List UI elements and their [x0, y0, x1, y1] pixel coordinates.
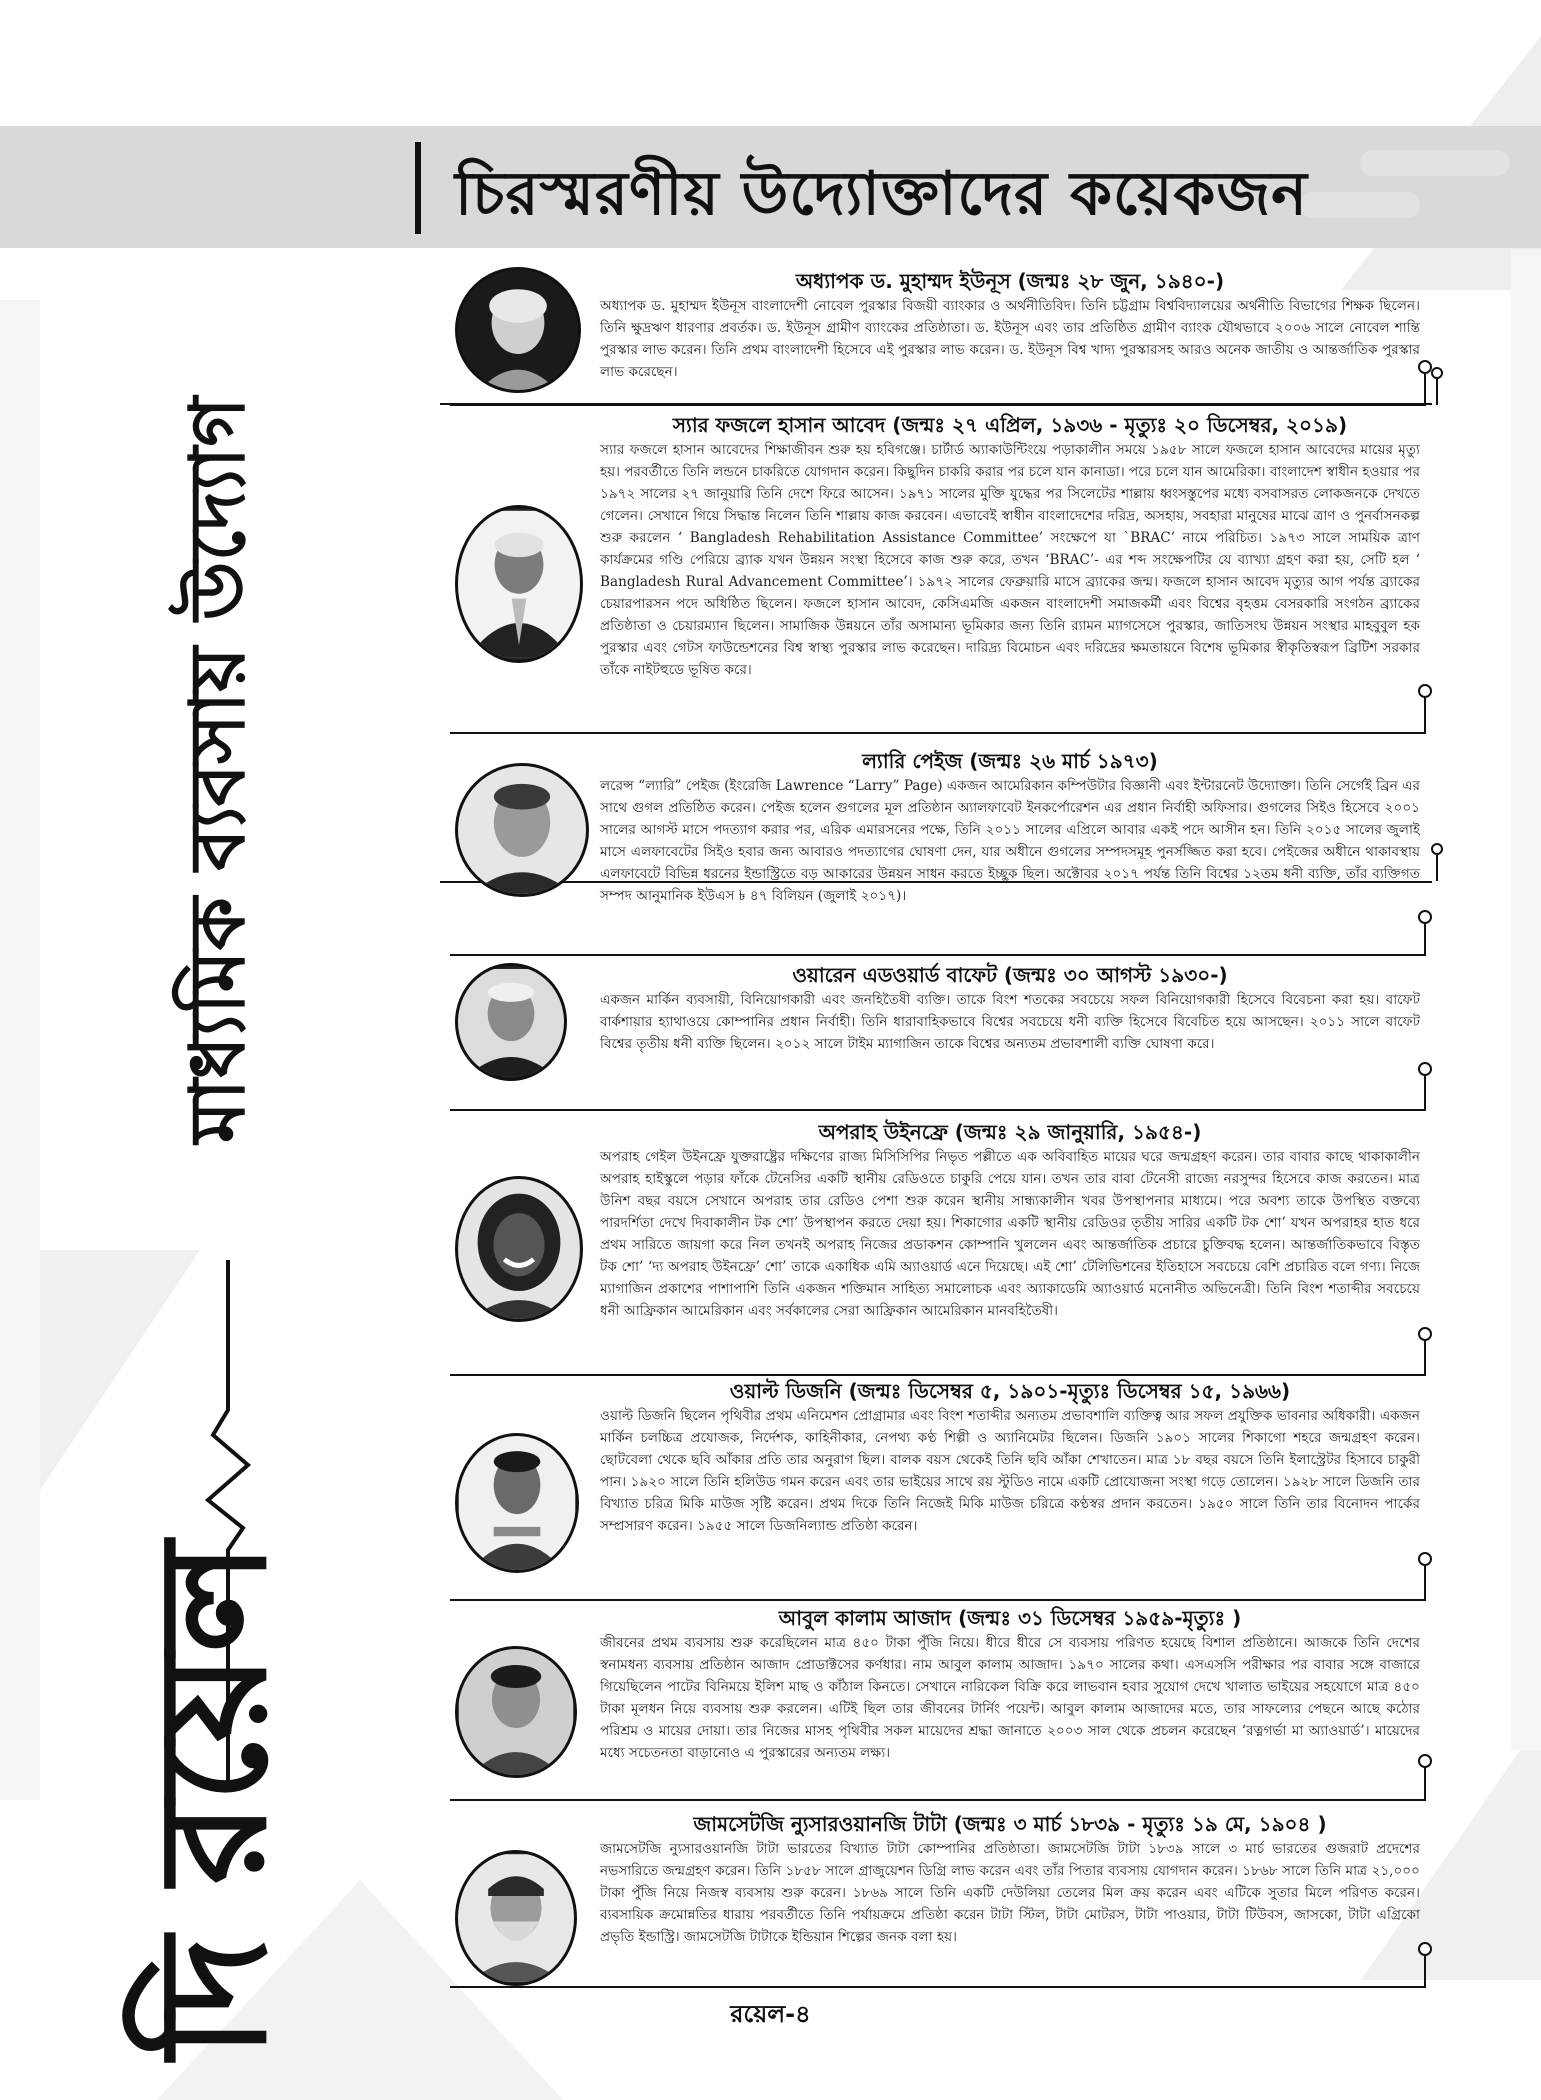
portrait-winfrey-icon: [455, 1176, 583, 1322]
entry-abed: [440, 405, 1450, 730]
portrait-buffett-icon: [455, 963, 567, 1081]
portrait-azad-icon: [455, 1646, 577, 1778]
entry-body: স্যার ফজলে হাসান আবেদের শিক্ষাজীবন শুরু হয় হবিগঞ্জে। চার্টার্ড অ্যাকাউন্টিংয়ে পড়াকালীন সময়ে ১৯৫৮ সালে ফজলে হাসান আবেদের মায়ের মৃত্যু হয়। পরবর্তীতে তিনি লন্ডনে চাকরিতে যোগদান করেন। কিছুদিন চাকরি করার পর চলে যান কানাডা। পরে চলে যান আমেরিকা। বাংলাদেশ স্বাধীন হওয়ার পর ১৯৭২ সালের ২৭ জানুয়ারি তিনি দেশে ফিরে আসেন। ১৯৭১ সালের মুক্তি যুদ্ধের পর সিলেটের শাল্লায় ধ্বংসস্তুপের মধ্যে বসবাসরত লোকজনকে দেখতে গেলেন। সেখানে গিয়ে সিদ্ধান্ত নিলেন তিনি শাল্লায় কাজ করবেন। এভাবেই স্বাধীন বাংলাদেশের দরিদ্র, অসহায়, সবহারা মানুষের মাঝে ত্রাণ ও পুনর্বাসনকল্প শুরু করলেন ‘ Bangladesh Rehabilitation Assistance Committee’ সংক্ষেপে যা `BRAC’ নামে পরিচিত। ১৯৭৩ সালে সাময়িক ত্রাণ কার্যক্রমের গণ্ডি পেরিয়ে ব্র্যাক যখন উন্নয়ন সংস্থা হিসেবে কাজ শুরু করে, তখন ‘BRAC’- এর শব্দ সংক্ষেপটির যে ব্যাখ্যা গ্রহণ করা হয়, সেটি হল ‘ Bangladesh Rural Advancement Committee’। ১৯৭২ সালের ফেব্রুয়ারি মাসে ব্র্যাকের জন্ম। ফজলে হাসান আবেদ মৃত্যুর আগ পর্যন্ত ব্র্যাকের চেয়ারপারসন পদে অধিষ্ঠিত ছিলেন। ফজলে হাসান আবেদ, কেসিএমজি একজন বাংলাদেশী সমাজকর্মী এবং বিশ্বের বৃহত্তম বেসরকারি সংগঠন ব্র্যাকের প্রতিষ্ঠাতা ও চেয়ারম্যান ছিলেন। সামাজিক উন্নয়নে তাঁর অসামান্য ভূমিকার জন্য তিনি র‍্যামন ম্যাগসেসে পুরস্কার, জাতিসংঘ উন্নয়ন সংস্থার মাহবুবুল হক পুরস্কার এবং গেটস ফাউন্ডেশনের বিশ্ব স্বাস্থ্য পুরস্কার লাভ করেছেন। দারিদ্র্য বিমোচন এবং দরিদ্রের ক্ষমতায়নে বিশেষ ভূমিকার স্বীকৃতিস্বরূপ ব্রিটিশ সরকার তাঁকে নাইটহুডে ভূষিত করে।: [600, 442, 1420, 678]
book-subtitle: মাধ্যমিক ব্যবসায় উদ্যোগ: [172, 396, 262, 1144]
entry-heading: ল্যারি পেইজ (জন্মঃ ২৬ মার্চ ১৯৭৩): [862, 749, 1158, 773]
entry-winfrey: [440, 1108, 1450, 1373]
side-banner: [108, 340, 338, 2059]
entry-tata: [440, 1798, 1450, 1998]
entry-body: অপরাহ গেইল উইনফ্রে যুক্তরাষ্ট্রের দক্ষিণের রাজ্য মিসিসিপির নিভৃত পল্লীতে এক অবিবাহিত মায়ের ঘরে জন্মগ্রহণ করেন। তার বাবার কাছে থাকাকালীন অপরাহ হাইস্কুলে পড়ার ফাঁকে টেনেসির একটি স্থানীয় রেডিওতে চাকুরি পেয়ে যান। তখন তার বাবা টেনেসী রাজ্যে নরসুন্দর হিসেবে কাজ করতেন। মাত্র উনিশ বছর বয়সে সেখানে অপরাহ তার রেডিও পেশা শুরু করেন স্থানীয় সান্ধ্যকালীন খবর উপস্থাপনার মাধ্যমে। পরে অবশ্য তাকে উপস্থিত বক্তব্যে পারদর্শিতা দেখে দিবাকালীন টক শো’ উপস্থাপন করতে দেয়া হয়। শিকাগোর একটি স্থানীয় রেডিওর তৃতীয় সারির একটি টক শো’ যখন অপরাহর হাত ধরে প্রথম সারিতে জায়গা করে নিল তখনই অপরাহ নিজের প্রডাকশন কোম্পানি খুললেন এবং আন্তর্জাতিক প্রচারে চুক্তিবদ্ধ হলেন। আন্তর্জাতিকভাবে বিস্তৃত টক শো’ ‘দ্য অপরাহ উইনফ্রে’ শো’ তাকে একাধিক এমি অ্যাওয়ার্ড এনে দিয়েছে। এই শো’ টেলিভিশনের ইতিহাসে সবচেয়ে বেশি প্রচারিত বলে গণ্য। নিজে ম্যাগাজিন প্রকাশের পাশাপাশি তিনি একজন শক্তিমান সাহিত্য সমালোচক এবং অ্যাকাডেমি অ্যাওয়ার্ড মনোনীত অভিনেত্রী। তিনি বিংশ শতাব্দীর সবচেয়ে ধনী আফ্রিকান আমেরিকান এবং সর্বকালের সেরা আফ্রিকান আমেরিকান মানবহিতৈষী।: [600, 1149, 1420, 1319]
entry-body: একজন মার্কিন ব্যবসায়ী, বিনিয়োগকারী এবং জনহিতৈষী ব্যক্তি। তাকে বিংশ শতকের সবচেয়ে সফল বিনিয়োগকারী হিসেবে বিবেচনা করা হয়। বাফেট বার্কশায়ার হ্যাথাওয়ে কোম্পানির প্রধান নির্বাহী। তিনি ধারাবাহিকভাবে বিশ্বের সবচেয়ে ধনী ব্যক্তি হিসেবে বিবেচিত হয়ে আসছেন। ২০১১ সালে বাফেট বিশ্বের তৃতীয় ধনী ব্যক্তি ছিলেন। ২০১২ সালে টাইম ম্যাগাজিন তাকে বিশ্বের অন্যতম প্রভাবশালী ব্যক্তি ঘোষণা করে।: [600, 992, 1420, 1052]
page-number: রয়েল-৪: [730, 2000, 811, 2028]
book-brand: দি রয়েল: [124, 1541, 300, 2059]
portrait-abed-icon: [455, 505, 583, 663]
entry-heading: অপরাহ উইনফ্রে (জন্মঃ ২৯ জানুয়ারি, ১৯৫৪-): [818, 1120, 1202, 1144]
portrait-disney-icon: [455, 1433, 579, 1573]
entry-page: [440, 735, 1450, 953]
entry-heading: ওয়ারেন এডওয়ার্ড বাফেট (জন্মঃ ৩০ আগস্ট ১৯৩০-): [792, 963, 1228, 987]
entry-body: জামসেটজি ন্যুসারওয়ানজি টাটা ভারতের বিখ্যাত টাটা কোম্পানির প্রতিষ্ঠাতা। জামসেটজি টাটা ১৮৩৯ সালে ৩ মার্চ ভারতের গুজরাট প্রদেশের নভসারিতে জন্মগ্রহণ করেন। তিনি ১৮৫৮ সালে গ্রাজুয়েশন ডিগ্রি লাভ করেন এবং তাঁর পিতার ব্যবসায় যোগদান করেন। ১৮৬৮ সালে তিনি মাত্র ২১,০০০ টাকা পুঁজি নিয়ে নিজস্ব ব্যবসায় শুরু করেন। ১৮৬৯ সালে তিনি একটি দেউলিয়া তেলের মিল ক্রয় করেন এবং এটিকে সুতার মিলে পরিণত করেন। ব্যবসায়িক ক্রমোন্নতির ধারায় পরবর্তীতে তিনি পর্যায়ক্রমে প্রতিষ্ঠা করেন টাটা স্টিল, টাটা মোটরস, টাটা পাওয়ার, টাটা টিউবস, জাসকো, টাটা এগ্রিকো প্রভৃতি ইন্ডাস্ট্রি। জামসেটজি টাটাকে ইন্ডিয়ান শিল্পের জনক বলা হয়।: [600, 1841, 1420, 1945]
entry-heading: আবুল কালাম আজাদ (জন্মঃ ৩১ ডিসেম্বর ১৯৫৯-মৃত্যুঃ ): [778, 1606, 1242, 1630]
entry-body: অধ্যাপক ড. মুহাম্মদ ইউনূস বাংলাদেশী নোবেল পুরস্কার বিজয়ী ব্যাংকার ও অর্থনীতিবিদ। তিনি চট্টগ্রাম বিশ্ববিদ্যালয়ের অর্থনীতি বিভাগের শিক্ষক ছিলেন। তিনি ক্ষুদ্রঋণ ধারণার প্রবর্তক। ড. ইউনূস গ্রামীণ ব্যাংকের প্রতিষ্ঠাতা। ড. ইউনূস এবং তার প্রতিষ্ঠিত গ্রামীণ ব্যাংক যৌথভাবে ২০০৬ সালে নোবেল শান্তি পুরস্কার লাভ করেন। তিনি প্রথম বাংলাদেশী হিসেবে এই পুরস্কার লাভ করেন। ড. ইউনূস বিশ্ব খাদ্য পুরস্কারসহ আরও অনেক জাতীয় ও আন্তর্জাতিক পুরস্কার লাভ করেছেন।: [600, 298, 1421, 380]
entry-azad: [440, 1598, 1450, 1798]
entry-body: লরেন্স “ল্যারি” পেইজ (ইংরেজি Lawrence “Larry” Page) একজন আমেরিকান কম্পিউটার বিজ্ঞানী এবং ইন্টারনেট উদ্যোক্তা। তিনি সের্গেই ব্রিন এর সাথে গুগল প্রতিষ্ঠিত করেন। পেইজ হলেন গুগলের মূল প্রতিষ্ঠান অ্যালফাবেট ইনকর্পোরেশন এর প্রধান নির্বাহী অফিসার। গুগলের সিইও হিসেবে ২০০১ সালের আগস্ট মাসে পদত্যাগ করার পর, এরিক এমারসনের পক্ষে, তিনি ২০১১ সালের এপ্রিলে আবার একই পদে আসীন হন। তিনি ২০১৫ সালের জুলাই মাসে এলফাবেটের সিইও হবার জন্য আবারও পদত্যাগের ঘোষণা দেন, যার অধীনে গুগলের সম্পদসমূহ পুনর্সজ্জিত করা হবে। পেইজের অধীনে থাকাবস্থায় এলফাবেটে বিভিন্ন ধরনের ইন্ডাস্ট্রিতে বড় আকারের উন্নয়ন সাধন করতে ইচ্ছুক ছিল। অক্টোবর ২০১৭ পর্যন্ত তিনি বিশ্বের ১২তম ধনী ব্যক্তি, তাঁর ব্যক্তিগত সম্পদ আনুমানিক ইউএস ৳ ৪৭ বিলিয়ন (জুলাই ২০১৭)।: [600, 778, 1420, 904]
page-header: [415, 132, 1535, 244]
page-title: চিরস্মরণীয় উদ্যোক্তাদের কয়েকজন: [455, 159, 1308, 229]
entry-disney: [440, 1373, 1450, 1598]
header-rule: [415, 142, 421, 234]
entry-heading: অধ্যাপক ড. মুহাম্মদ ইউনূস (জন্মঃ ২৮ জুন, ১৯৪০-): [795, 269, 1225, 293]
entry-body: ওয়াল্ট ডিজনি ছিলেন পৃথিবীর প্রথম এনিমেশন প্রোগ্রামার এবং বিংশ শতাব্দীর অন্যতম প্রভাবশালি ব্যক্তিত্ব আর সফল প্রযুক্তিক ভাবনার অধিকারী। একজন মার্কিন চলচ্চিত্র প্রযোজক, নির্দেশক, কাহিনীকার, নেপথ্য কণ্ঠ শিল্পী ও অ্যানিমেটর ছিলেন। ডিজনি ১৯০১ সালের শিকাগো শহরে জন্মগ্রহণ করেন। ছোটবেলা থেকে ছবি আঁকার প্রতি তার অনুরাগ ছিল। বালক বয়স থেকেই তিনি ছবি আঁকা শেখাতেন। মাত্র ১৮ বছর বয়সে তিনি ইলাস্ট্রেটর হিসাবে চাকুরী পান। ১৯২০ সালে তিনি হলিউড গমন করেন এবং তার ভাইয়ের সাথে রয় স্টুডিও নামে একটি প্রোযোজনা সংস্থা গড়ে তোলেন। ১৯২৮ সালে ডিজনি তার বিখ্যাত চরিত্র মিকি মাউজ সৃষ্টি করেন। প্রথম দিকে তিনি নিজেই মিকি মাউজ চরিত্রে কণ্ঠস্বর প্রদান করতেন। ১৯৫০ সালে তিনি তার বিনোদন পার্কের সম্প্রসারণ করেন। ১৯৫৫ সালে ডিজনিল্যান্ড প্রতিষ্ঠা করেন।: [600, 1408, 1421, 1534]
portrait-yunus-icon: [455, 267, 581, 393]
entry-buffett: [440, 953, 1450, 1108]
portrait-page-icon: [455, 763, 589, 897]
entry-heading: স্যার ফজলে হাসান আবেদ (জন্মঃ ২৭ এপ্রিল, ১৯৩৬ - মৃত্যুঃ ২০ ডিসেম্বর, ২০১৯): [672, 413, 1348, 437]
entry-yunus: [440, 255, 1450, 405]
entry-heading: জামসেটজি ন্যুসারওয়ানজি টাটা (জন্মঃ ৩ মার্চ ১৮৩৯ - মৃত্যুঃ ১৯ মে, ১৯০৪ ): [693, 1812, 1327, 1836]
entry-heading: ওয়াল্ট ডিজনি (জন্মঃ ডিসেম্বর ৫, ১৯০১-মৃত্যুঃ ডিসেম্বর ১৫, ১৯৬৬): [729, 1379, 1291, 1403]
portrait-tata-icon: [455, 1850, 577, 1986]
entry-body: জীবনের প্রথম ব্যবসায় শুরু করেছিলেন মাত্র ৪৫০ টাকা পুঁজি নিয়ে। ধীরে ধীরে সে ব্যবসায় পরিণত হয়েছে বিশাল প্রতিষ্ঠানে। আজকে তিনি দেশের স্বনামধন্য ব্যবসায় প্রতিষ্ঠান আজাদ প্রোডাক্টসের কর্ণধার। নাম আবুল কালাম আজাদ। ১৯৭০ সালের কথা। এসএসসি পরীক্ষার পর বাবার সঙ্গে বাজারে গিয়েছিলেন পাটের বিনিময়ে ইলিশ মাছ ও কাঁঠাল কিনতে। সেখানে নারিকেল বিক্রি করে লাভবান হবার সুযোগ দেখে খালাত ভাইয়ের সহযোগে মাত্র ৪৫০ টাকা মূলধন নিয়ে ব্যবসায় শুরু করলেন। এটিই ছিল তার জীবনের টার্নিং পয়েন্ট। আবুল কালাম আজাদের মতে, তার সাফল্যের পেছনে আছে কঠোর পরিশ্রম ও মায়ের দোয়া। তার নিজের মাসহ পৃথিবীর সকল মায়েদের শ্রদ্ধা জানাতে ২০০৩ সাল থেকে প্রচলন করেছেন ‘রত্নগর্ভা মা অ্যাওয়ার্ড’। মায়েদের মধ্যে সচেতনতা বাড়ানোও এ পুরস্কারের অন্যতম লক্ষ্য।: [600, 1635, 1420, 1761]
